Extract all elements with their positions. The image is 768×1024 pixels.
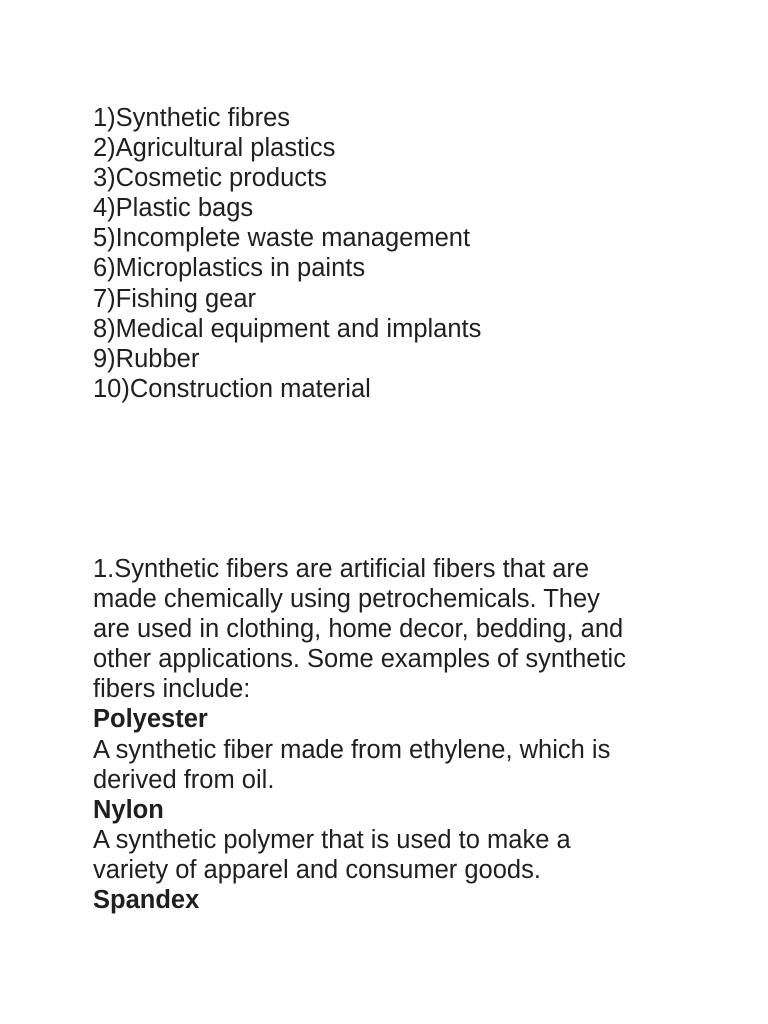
list-item: 7)Fishing gear: [93, 284, 256, 313]
fiber-heading-spandex: Spandex: [93, 885, 200, 914]
sources-list: [93, 103, 693, 404]
paragraph-line: fibers include:: [93, 675, 251, 704]
paragraph-line: made chemically using petrochemicals. They: [93, 585, 600, 614]
fiber-heading-polyester: Polyester: [93, 705, 208, 734]
list-item: 3)Cosmetic products: [93, 164, 327, 193]
fiber-description-nylon: [93, 825, 693, 885]
fiber-heading-nylon: Nylon: [93, 795, 164, 824]
list-item: 2)Agricultural plastics: [93, 134, 336, 163]
paragraph-line: other applications. Some examples of synthetic: [93, 645, 626, 674]
list-item: 10)Construction material: [93, 374, 371, 403]
paragraph-line: A synthetic fiber made from ethylene, which is: [93, 735, 611, 764]
document-page: [93, 103, 693, 915]
paragraph-line: 1.Synthetic fibers are artificial fibers that are: [93, 554, 590, 583]
blank-space: [93, 404, 693, 554]
synthetic-fibers-section: [93, 554, 693, 915]
intro-paragraph: [93, 554, 693, 704]
list-item: 8)Medical equipment and implants: [93, 314, 482, 343]
list-item: 6)Microplastics in paints: [93, 254, 366, 283]
list-item: 1)Synthetic fibres: [93, 104, 291, 132]
paragraph-line: are used in clothing, home decor, bedding, and: [93, 615, 624, 644]
fiber-description-polyester: [93, 735, 693, 795]
list-item: 9)Rubber: [93, 344, 200, 373]
list-item: 5)Incomplete waste management: [93, 224, 471, 253]
paragraph-line: A synthetic polymer that is used to make a: [93, 825, 571, 854]
paragraph-line: derived from oil.: [93, 765, 275, 794]
list-item: 4)Plastic bags: [93, 194, 254, 223]
paragraph-line: variety of apparel and consumer goods.: [93, 855, 541, 884]
